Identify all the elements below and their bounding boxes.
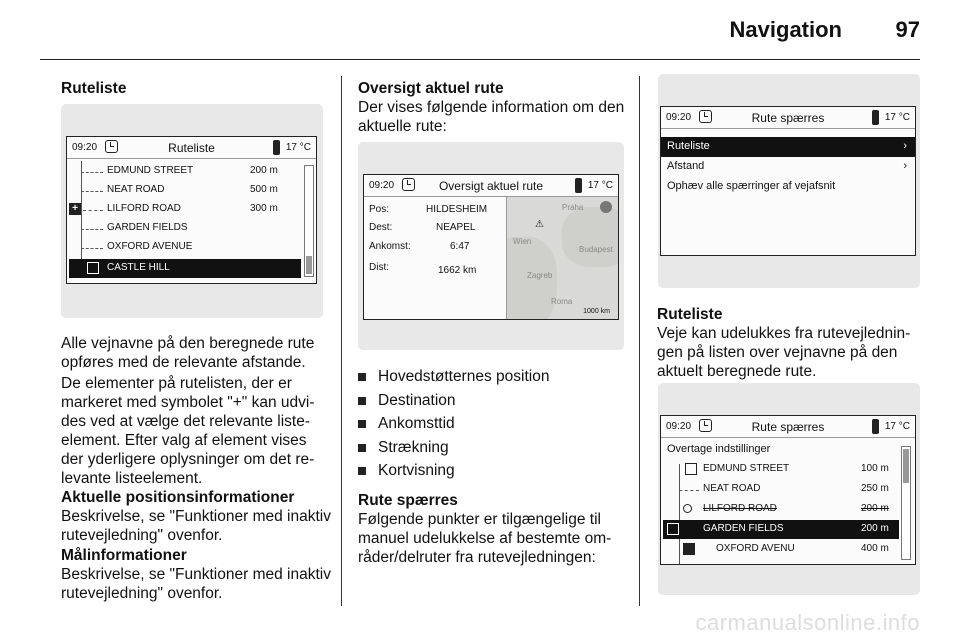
clock-time: 09:20 xyxy=(369,180,395,191)
list-item: Strækning xyxy=(358,436,628,460)
column-divider-1 xyxy=(341,76,342,606)
destination-flag-icon xyxy=(87,262,99,274)
section-heading-overview: Oversigt aktuel rute xyxy=(358,80,504,97)
paragraph: Der vises følgende information om den aktuelle rute: xyxy=(358,99,625,135)
map-city-label: Wien xyxy=(513,237,532,246)
block-list-item[interactable] xyxy=(661,460,899,479)
display-block-list xyxy=(660,415,916,565)
field-value: 6:47 xyxy=(450,241,470,252)
chevron-right-icon: › xyxy=(903,160,907,172)
thermometer-icon xyxy=(872,110,879,125)
map-city-label: Budapest xyxy=(579,245,613,254)
street-name: OXFORD AVENUE xyxy=(107,241,193,252)
screenshot-overview xyxy=(358,142,624,350)
map-scale: 1000 km xyxy=(583,308,610,315)
paragraph: Alle vejnavne på den beregnede rute opføres med de relevante afstande. xyxy=(61,335,315,371)
temperature: 17 °C xyxy=(884,421,910,432)
street-name: LILFORD ROAD xyxy=(107,203,181,214)
temperature: 17 °C xyxy=(285,142,311,153)
street-distance: 300 m xyxy=(250,203,278,214)
scrollbar[interactable] xyxy=(901,446,911,560)
screenshot-ruteliste xyxy=(61,104,323,318)
street-name: EDMUND STREET xyxy=(107,165,194,176)
menu-item-label: Overtage indstillinger xyxy=(667,443,771,455)
street-distance: 200 m xyxy=(861,523,889,534)
screen-title: Ruteliste xyxy=(168,141,215,155)
menu-item-afstand[interactable] xyxy=(661,157,915,177)
route-list-item[interactable] xyxy=(67,200,302,219)
watermark: carmanualsonline.info xyxy=(695,610,920,635)
list-item: Hovedstøtternes position xyxy=(358,365,628,389)
paragraph: Beskrivelse, se "Funktioner med inaktiv rutevejledning" ovenfor. xyxy=(61,566,331,602)
street-name-blocked: LILFORD ROAD xyxy=(703,503,777,514)
section-heading-ruteliste-2: Ruteliste xyxy=(657,306,723,323)
subheading-position: Aktuelle positionsinformationer xyxy=(61,489,295,506)
street-distance: 400 m xyxy=(861,543,889,554)
street-name: CASTLE HILL xyxy=(107,262,170,273)
compass-icon xyxy=(600,201,612,213)
route-list-item[interactable] xyxy=(67,219,302,238)
blocked-road-icon xyxy=(685,463,697,475)
route-list-item-selected[interactable] xyxy=(69,259,301,278)
thermometer-icon xyxy=(575,178,582,193)
temperature: 17 °C xyxy=(587,180,613,191)
thermometer-icon xyxy=(273,140,280,155)
map-city-label: Zagreb xyxy=(527,271,553,280)
paragraph: De elementer på rutelisten, der er markeret med symbolet "+" kan udvides ved at vælge det relevante listeelement. Efter valg af element vises der yderligere oplysninger om det relevante listeelement. xyxy=(61,375,315,487)
street-name: OXFORD AVENU xyxy=(716,543,795,554)
street-distance: 200 m xyxy=(861,503,889,514)
tree-branch xyxy=(83,210,103,211)
block-list-item[interactable] xyxy=(661,540,899,559)
paragraph: Veje kan udelukkes fra rutevejledningen på listen over vejnavne på den aktuelt beregnede rute. xyxy=(657,325,911,380)
scrollbar-thumb[interactable] xyxy=(306,256,312,274)
street-distance: 200 m xyxy=(250,165,278,176)
warning-icon: ⚠ xyxy=(535,219,544,230)
block-list-item[interactable] xyxy=(661,480,899,499)
field-value: NEAPEL xyxy=(436,222,476,233)
block-list-item-selected[interactable] xyxy=(663,520,899,539)
no-entry-icon xyxy=(683,504,692,513)
temperature: 17 °C xyxy=(884,112,910,123)
route-list-item[interactable] xyxy=(67,238,302,257)
scrollbar-thumb[interactable] xyxy=(903,449,909,483)
route-list-item[interactable] xyxy=(67,162,302,181)
street-distance: 250 m xyxy=(861,483,889,494)
thermometer-icon xyxy=(872,419,879,434)
screen-title: Oversigt aktuel rute xyxy=(438,179,544,193)
street-name: NEAT ROAD xyxy=(107,184,165,195)
menu-item-label: Afstand xyxy=(667,160,705,172)
column-divider-2 xyxy=(639,76,640,606)
field-value: HILDESHEIM xyxy=(426,204,488,215)
display-ruteliste xyxy=(66,136,317,284)
collapse-minus-icon[interactable] xyxy=(667,523,679,535)
scrollbar[interactable] xyxy=(304,165,314,277)
map-city-label: Roma xyxy=(551,297,573,306)
screen-title: Rute spærres xyxy=(751,420,825,434)
status-bar xyxy=(67,137,316,159)
paragraph: Følgende punkter er tilgængelige til manuel udelukkelse af bestemte områder/delruter fra rutevejledningen: xyxy=(358,511,612,566)
menu-item-ruteliste[interactable] xyxy=(661,137,915,157)
display-overview xyxy=(363,174,619,320)
screenshot-rute-spaerres-list xyxy=(658,383,920,595)
list-item: Ankomsttid xyxy=(358,412,628,436)
street-name: GARDEN FIELDS xyxy=(107,222,188,233)
section-heading-block: Rute spærres xyxy=(358,492,458,509)
subheading-target: Målinformationer xyxy=(61,547,187,564)
menu-item-label: Ophæv alle spærringer af vejafsnit xyxy=(667,180,836,192)
clock-time: 09:20 xyxy=(666,112,692,123)
field-label: Ankomst: xyxy=(369,241,411,252)
screen-title: Rute spærres xyxy=(751,111,825,125)
map-city-label: Praha xyxy=(562,203,584,212)
street-distance: 500 m xyxy=(250,184,278,195)
map-land xyxy=(562,207,618,267)
tree-branch xyxy=(81,248,103,249)
route-map[interactable] xyxy=(506,197,618,319)
display-menu xyxy=(660,106,916,256)
field-label: Pos: xyxy=(369,204,390,215)
street-name: GARDEN FIELDS xyxy=(703,523,784,534)
tree-branch xyxy=(81,172,103,173)
menu-item-label: Ruteliste xyxy=(667,140,710,152)
menu-item-clear-blocks[interactable] xyxy=(661,177,915,197)
screenshot-rute-spaerres-menu xyxy=(658,74,920,288)
page-header xyxy=(40,14,920,60)
clock-time: 09:20 xyxy=(666,421,692,432)
list-item: Kortvisning xyxy=(358,459,628,483)
field-label: Dist: xyxy=(369,262,389,273)
route-segment-icon xyxy=(683,543,695,555)
clock-time: 09:20 xyxy=(72,142,98,153)
status-bar xyxy=(661,416,915,438)
info-list xyxy=(358,365,628,483)
page-title: Navigation xyxy=(729,17,842,42)
field-label: Dest: xyxy=(369,222,393,233)
street-distance: 100 m xyxy=(861,463,889,474)
list-item: Destination xyxy=(358,389,628,413)
tree-branch xyxy=(81,191,103,192)
paragraph: Beskrivelse, se "Funktioner med inaktiv rutevejledning" ovenfor. xyxy=(61,508,331,544)
route-list-item[interactable] xyxy=(67,181,302,200)
street-name: NEAT ROAD xyxy=(703,483,761,494)
block-list-item[interactable] xyxy=(661,500,899,519)
section-heading-ruteliste: Ruteliste xyxy=(61,80,127,97)
tree-branch xyxy=(679,490,699,491)
page-number: 97 xyxy=(895,17,920,42)
status-bar xyxy=(364,175,618,197)
apply-settings-item[interactable] xyxy=(661,440,915,460)
chevron-right-icon: › xyxy=(903,140,907,152)
street-name: EDMUND STREET xyxy=(703,463,790,474)
tree-branch xyxy=(81,229,103,230)
status-bar xyxy=(661,107,915,129)
field-value: 1662 km xyxy=(438,265,477,276)
expand-plus-icon[interactable]: + xyxy=(69,203,81,215)
